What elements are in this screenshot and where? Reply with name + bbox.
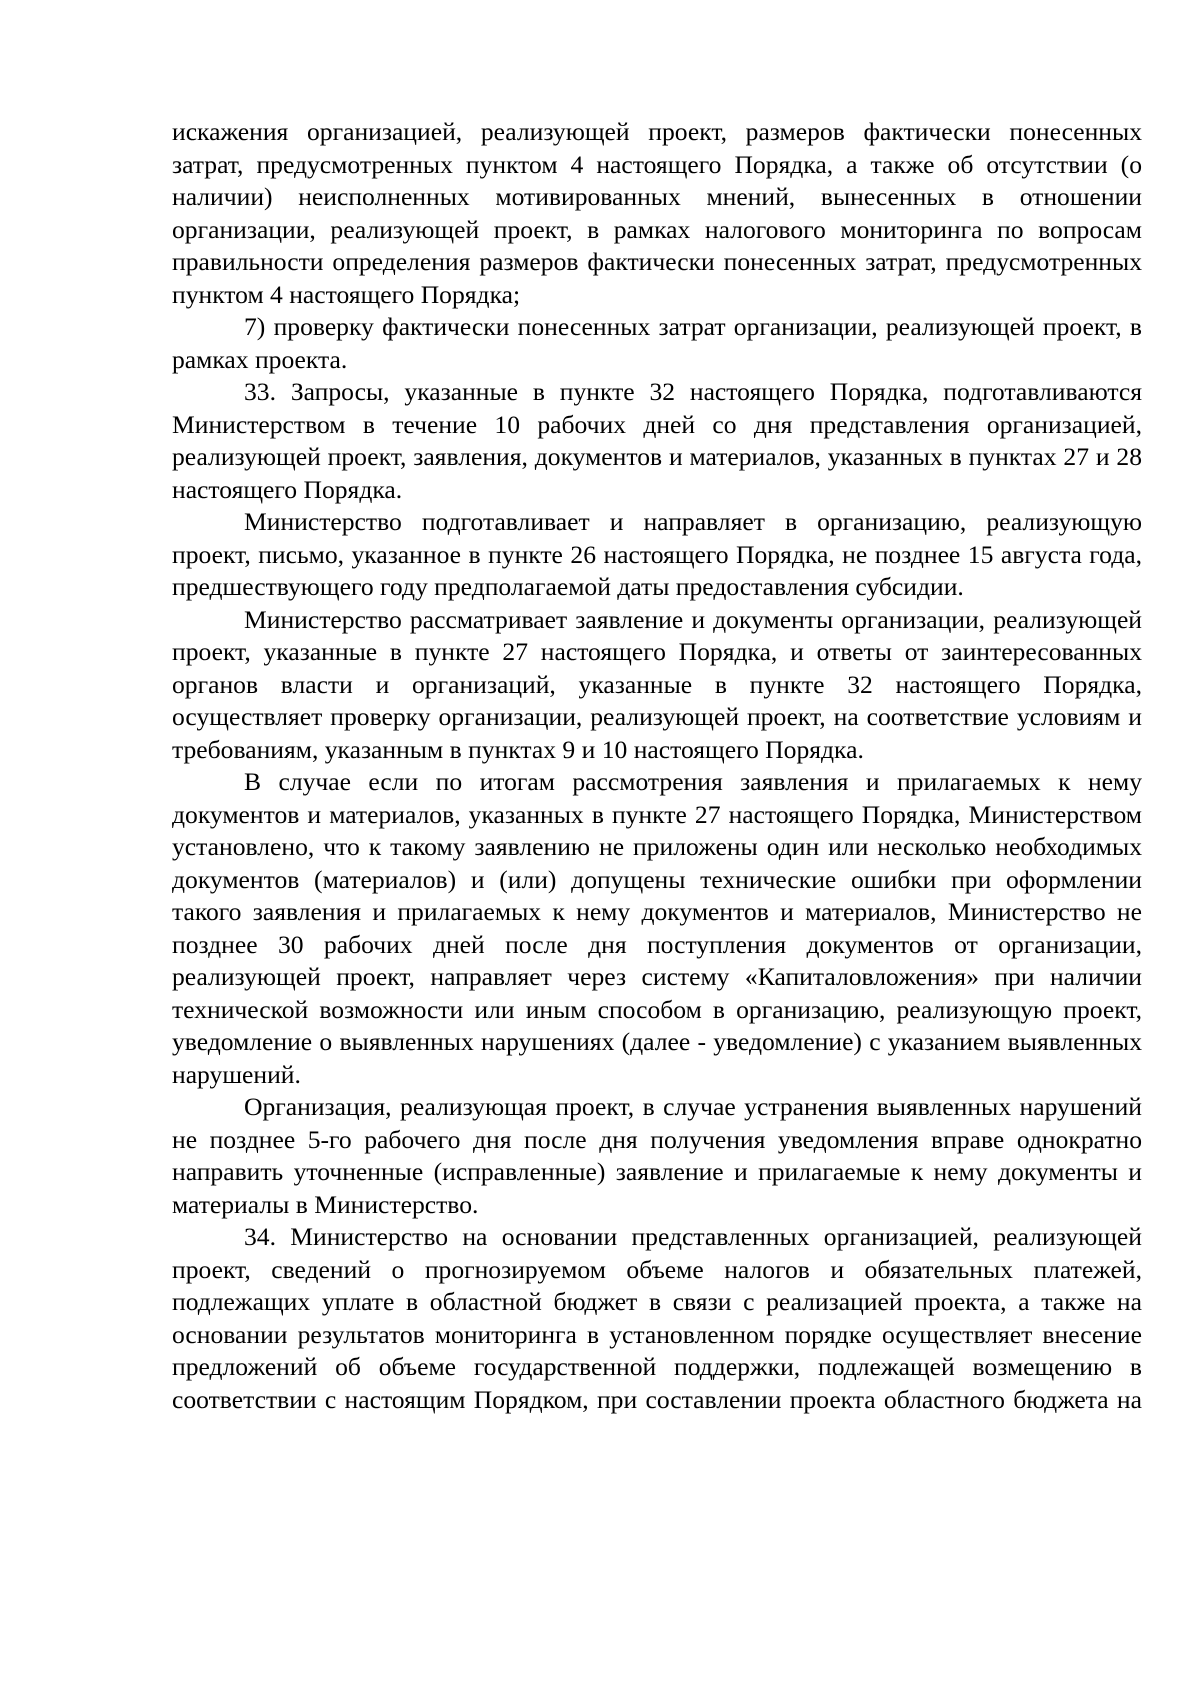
paragraph-33-letter: Министерство подготавливает и направляет в организацию, реализующую проект, письмо, указанное в пункте 26 настоящего Порядка, не позднее 15 августа года, предшествующего году предполагаемой даты предоставления субсидии.: [172, 507, 1142, 601]
paragraph-33: 33. Запросы, указанные в пункте 32 настоящего Порядка, подготавливаются Министерством в течение 10 рабочих дней со дня представления организацией, реализующей проект, заявления, документов и материалов, указанных в пунктах 27 и 28 настоящего Порядка.: [172, 377, 1142, 504]
paragraph-33-resubmission: Организация, реализующая проект, в случае устранения выявленных нарушений не позднее 5-го рабочего дня после дня получения уведомления вправе однократно направить уточненные (исправленные) заявление и прилагаемые к нему документы и материалы в Министерство.: [172, 1092, 1142, 1219]
paragraph-34: 34. Министерство на основании представленных организацией, реализующей проект, сведений о прогнозируемом объеме налогов и обязательных платежей, подлежащих уплате в областной бюджет в связи с реализацией проекта, а также на основании результатов мониторинга в установленном порядке осуществляет внесение предложений об объеме государственной поддержки, подлежащей возмещению в соответствии с настоящим Порядком, при составлении проекта областного бюджета на: [172, 1222, 1142, 1414]
paragraph-33-review: Министерство рассматривает заявление и документы организации, реализующей проект, указанные в пункте 27 настоящего Порядка, и ответы от заинтересованных органов власти и организаций, указанные в пункте 32 настоящего Порядка, осуществляет проверку организации, реализующей проект, на соответствие условиям и требованиям, указанным в пунктах 9 и 10 настоящего Порядка.: [172, 604, 1142, 764]
paragraph-32-7: 7) проверку фактически понесенных затрат организации, реализующей проект, в рамках проекта.: [172, 312, 1142, 374]
document-body: [172, 116, 1142, 1416]
paragraph-32-6-continuation: искажения организацией, реализующей проект, размеров фактически понесенных затрат, предусмотренных пунктом 4 настоящего Порядка, а также об отсутствии (о наличии) неисполненных мотивированных мнений, вынесенных в отношении организации, реализующей проект, в рамках налогового мониторинга по вопросам правильности определения размеров фактически понесенных затрат, предусмотренных пунктом 4 настоящего Порядка;: [172, 117, 1142, 309]
paragraph-33-violations: В случае если по итогам рассмотрения заявления и прилагаемых к нему документов и материалов, указанных в пункте 27 настоящего Порядка, Министерством установлено, что к такому заявлению не приложены один или несколько необходимых документов (материалов) и (или) допущены технические ошибки при оформлении такого заявления и прилагаемых к нему документов и материалов, Министерство не позднее 30 рабочих дней после дня поступления документов от организации, реализующей проект, направляет через систему «Капиталовложения» при наличии технической возможности или иным способом в организацию, реализующую проект, уведомление о выявленных нарушениях (далее - уведомление) с указанием выявленных нарушений.: [172, 767, 1142, 1089]
